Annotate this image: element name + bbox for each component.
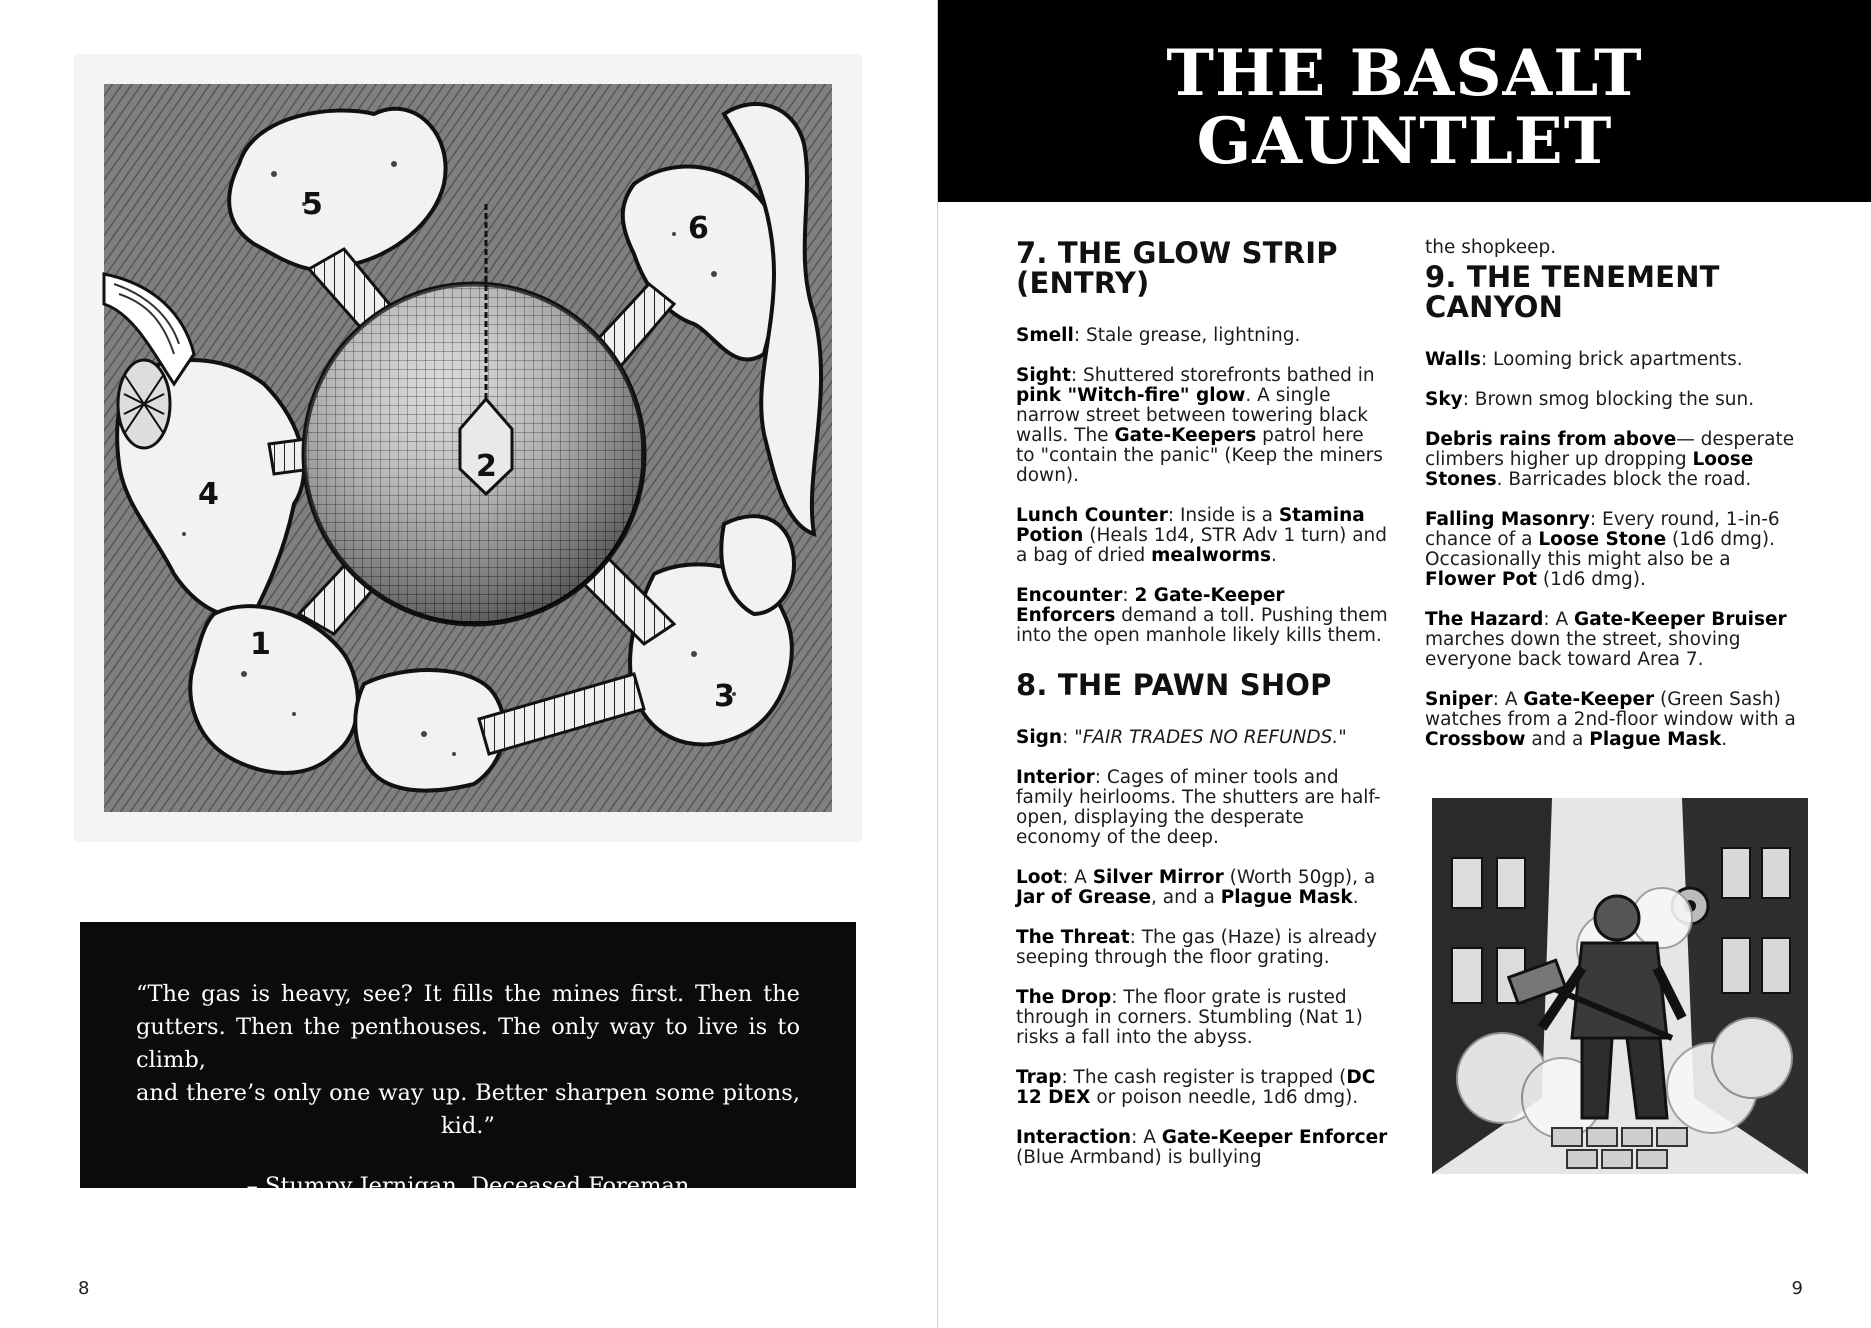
section-9-walls	[1425, 350, 1805, 370]
field-text: : A	[1543, 609, 1575, 630]
field-text: (1d6 dmg). Occasionally this might also be a	[1425, 529, 1776, 570]
field-text: : Brown smog blocking the sun.	[1462, 389, 1755, 410]
field-text: : Stale grease, lightning.	[1073, 325, 1301, 346]
section-8-sign	[1016, 728, 1388, 748]
quote-text	[136, 978, 800, 1143]
field-text: (Green Sash) watches from a 2nd-floor window with a	[1425, 689, 1796, 730]
field-text: . Barricades block the road.	[1496, 469, 1752, 490]
field-emphasis: Gate-Keeper Enforcer	[1161, 1127, 1388, 1148]
field-emphasis: Silver Mirror	[1092, 867, 1224, 888]
field-text: : Looming brick apartments.	[1480, 349, 1743, 370]
map-area-2-label: 2	[476, 449, 497, 484]
field-text: (Worth 50gp), a	[1223, 867, 1376, 888]
field-text: (Heals 1d4, STR Adv 1 turn) and a bag of dried	[1016, 525, 1387, 566]
section-8-trap	[1016, 1068, 1388, 1108]
field-text: : The gas (Haze) is already seeping through the floor grating.	[1016, 927, 1377, 968]
field-label: Debris rains from above	[1425, 429, 1677, 450]
field-text: : The cash register is trapped (	[1061, 1067, 1347, 1088]
map-area-3-label: 3	[714, 679, 735, 714]
quote-line: and there’s only one way up. Better sharpen some pitons, kid.”	[136, 1080, 800, 1139]
field-emphasis: pink "Witch-fire" glow	[1016, 385, 1246, 406]
field-text: : Cages of miner tools and family heirlooms. The shutters are half-open, displaying the desperate economy of the deep.	[1016, 767, 1381, 848]
field-emphasis: Gate-Keepers	[1114, 425, 1257, 446]
field-text: .	[1271, 545, 1277, 566]
map-area-4-label: 4	[198, 477, 219, 512]
field-text: .	[1352, 887, 1359, 908]
field-text: : A	[1062, 867, 1093, 888]
field-label: The Drop	[1016, 987, 1112, 1008]
field-emphasis: DC 12 DEX	[1016, 1067, 1376, 1108]
section-9-sky	[1425, 390, 1805, 410]
gate-keeper-bruiser-illustration	[1432, 798, 1808, 1174]
section-8-drop	[1016, 988, 1388, 1048]
field-text: and a	[1525, 729, 1590, 750]
field-emphasis: Loose Stone	[1538, 529, 1667, 550]
field-emphasis: Gate-Keeper Bruiser	[1574, 609, 1787, 630]
quote-attribution: – Stumpy Jernigan, Deceased Foreman	[246, 1173, 690, 1199]
quote-line: gutters. Then the penthouses. The only way to live is to climb,	[136, 1014, 800, 1073]
field-text: or poison needle, 1d6 dmg).	[1090, 1087, 1359, 1108]
section-8-interaction	[1016, 1128, 1388, 1168]
field-label: Sight	[1016, 365, 1071, 386]
field-text: . A single narrow street between towering black walls. The	[1016, 385, 1369, 446]
field-quote: "FAIR TRADES NO REFUNDS."	[1074, 727, 1347, 748]
field-label: Lunch Counter	[1016, 505, 1168, 526]
field-label: Interaction	[1016, 1127, 1132, 1148]
map-area-6-label: 6	[688, 211, 709, 246]
text-column-left	[1016, 238, 1388, 1188]
field-text: , and a	[1151, 887, 1221, 908]
field-emphasis: Plague Mask	[1589, 729, 1722, 750]
field-emphasis: Crossbow	[1425, 729, 1526, 750]
section-7-heading: 7. THE GLOW STRIP (ENTRY)	[1016, 236, 1338, 300]
field-label: Sniper	[1425, 689, 1493, 710]
section-8-threat	[1016, 928, 1388, 968]
field-text: .	[1721, 729, 1728, 750]
field-text: : Inside is a	[1167, 505, 1279, 526]
section-9-heading: 9. THE TENEMENT CANYON	[1425, 260, 1720, 324]
field-label: Smell	[1016, 325, 1074, 346]
chapter-title-banner	[938, 0, 1871, 202]
map-area-1-label: 1	[250, 627, 271, 662]
section-8-heading: 8. THE PAWN SHOP	[1016, 668, 1332, 702]
section-8-interior	[1016, 768, 1388, 848]
field-text: : Every round, 1-in-6 chance of a	[1425, 509, 1780, 550]
field-label: The Threat	[1016, 927, 1130, 948]
section-8-interaction-continued: the shopkeep.	[1425, 237, 1557, 258]
section-9-sniper	[1425, 690, 1805, 750]
field-text: (Blue Armband) is bullying	[1016, 1147, 1262, 1168]
field-label: Loot	[1016, 867, 1063, 888]
right-page	[938, 0, 1871, 1328]
field-text: (1d6 dmg).	[1537, 569, 1646, 590]
field-emphasis: Flower Pot	[1425, 569, 1538, 590]
map-area-5-label: 5	[302, 187, 323, 222]
field-emphasis: Jar of Grease	[1016, 887, 1152, 908]
field-text: : A	[1492, 689, 1524, 710]
section-9-falling-masonry	[1425, 510, 1805, 590]
field-text: :	[1062, 727, 1075, 748]
field-text: : Shuttered storefronts bathed in	[1070, 365, 1375, 386]
waterwheel-drawing	[118, 360, 170, 448]
field-text: patrol here to "contain the panic" (Keep the miners down).	[1016, 425, 1383, 486]
field-text: :	[1122, 585, 1135, 606]
field-text: demand a toll. Pushing them into the open manhole likely kills them.	[1016, 605, 1388, 646]
field-emphasis: 2 Gate-Keeper Enforcers	[1016, 585, 1285, 626]
quote-line: “The gas is heavy, see? It fills the mines first. Then the	[136, 981, 800, 1007]
section-8-loot	[1016, 868, 1388, 908]
field-emphasis: Loose Stones	[1425, 449, 1754, 490]
field-label: Walls	[1425, 349, 1481, 370]
field-text: : A	[1131, 1127, 1162, 1148]
section-9-debris	[1425, 430, 1805, 490]
section-9-hazard	[1425, 610, 1805, 670]
field-label: Sky	[1425, 389, 1463, 410]
field-text: marches down the street, shoving everyone back toward Area 7.	[1425, 629, 1741, 670]
field-label: Interior	[1016, 767, 1095, 788]
field-label: The Hazard	[1425, 609, 1544, 630]
field-emphasis: Stamina Potion	[1016, 505, 1365, 546]
quote-box	[80, 922, 856, 1199]
section-7-smell	[1016, 326, 1388, 346]
chapter-title-line-2: GAUNTLET	[1196, 104, 1613, 179]
chapter-title-line-1: THE BASALT	[1166, 36, 1643, 111]
field-text: — desperate climbers higher up dropping	[1425, 429, 1795, 470]
section-7-lunch-counter	[1016, 506, 1388, 566]
field-label: Encounter	[1016, 585, 1123, 606]
section-7-sight	[1016, 366, 1388, 486]
section-7-encounter	[1016, 586, 1388, 646]
page-number-right: 9	[1791, 1278, 1803, 1299]
field-emphasis: Plague Mask	[1220, 887, 1353, 908]
field-emphasis: Gate-Keeper	[1523, 689, 1655, 710]
field-label: Sign	[1016, 727, 1063, 748]
dungeon-map-illustration	[74, 54, 862, 842]
field-label: Trap	[1016, 1067, 1062, 1088]
field-label: Falling Masonry	[1425, 509, 1590, 530]
field-text: : The floor grate is rusted through in corners. Stumbling (Nat 1) risks a fall into the abyss.	[1016, 987, 1363, 1048]
page-number-left: 8	[78, 1278, 90, 1299]
field-emphasis: mealworms	[1151, 545, 1272, 566]
text-column-right	[1425, 238, 1805, 770]
